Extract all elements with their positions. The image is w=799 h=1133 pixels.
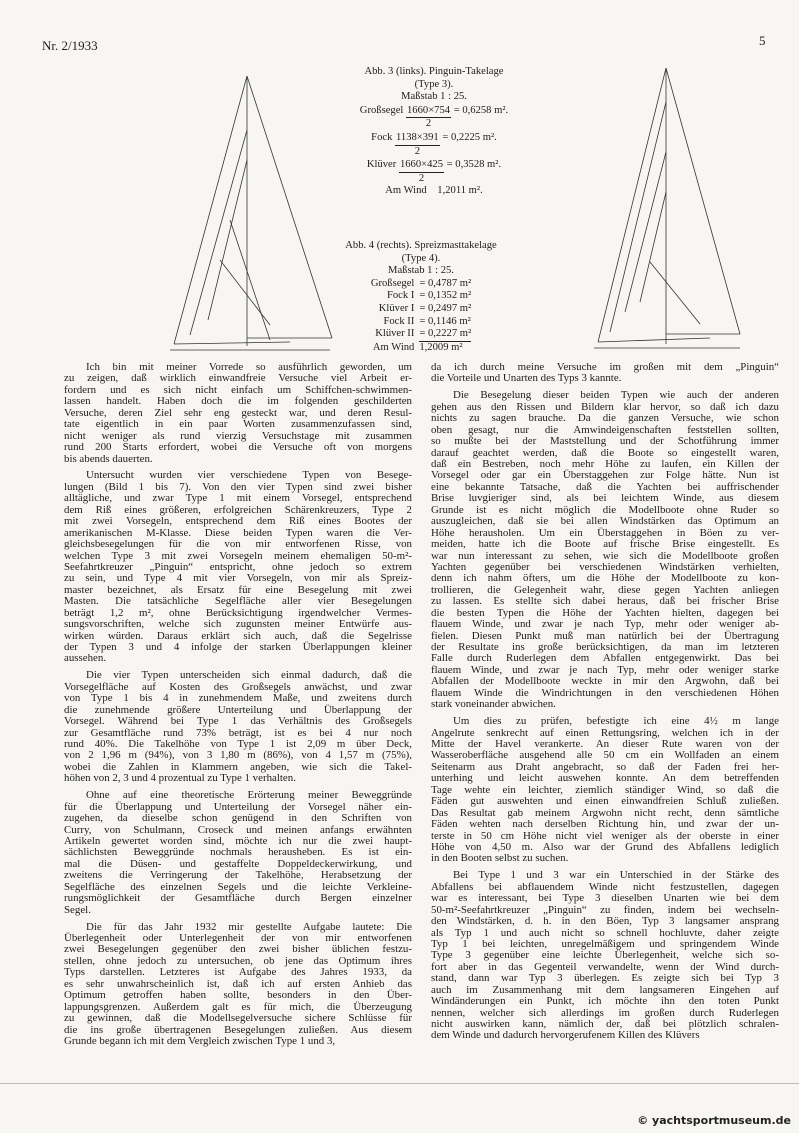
formula-result: = 0,2225 m². xyxy=(442,131,497,143)
text-line: wirken würden. Daraus erklärt sich auch, daß die Segelrisse xyxy=(64,629,412,642)
area-value: = 0,1146 m² xyxy=(419,315,471,327)
text-line: Ohne auf eine theoretische Erörterung meiner Beweggründe xyxy=(86,789,412,802)
text-line: zu gewinnen, daß die Modellsegelversuche sichere Schlüsse für xyxy=(64,1012,412,1025)
text-line: als Typ 1 und auch nicht so schnell hochluvte, daher zeigte xyxy=(431,926,779,939)
text-line: der Resultate ins große berücksichtigen, da man im letzteren xyxy=(431,641,779,653)
area-value: = 0,1352 m² xyxy=(419,290,472,302)
text-line: trollieren, die Gelegenheit wahr, diese gegen Yachten anliegen xyxy=(431,583,779,596)
text-column-left xyxy=(64,362,412,1053)
fraction xyxy=(399,159,444,185)
text-line: die Vorteile und Unarten des Typs 3 kannte. xyxy=(431,372,622,385)
paragraph xyxy=(64,790,412,916)
area-formula-row xyxy=(336,159,532,185)
text-line: gleichsbesegelungen für die von mir entworfenen Risse, von xyxy=(64,538,412,551)
text-line: flauem Winde, und zwar je nach Typ, mehr oder weniger ab- xyxy=(431,618,779,631)
text-line: nennen, welcher sich allerdings im großen durch Ruderlegen xyxy=(431,1006,779,1019)
text-line: von Type 1 bis 4 in zunehmendem Maße, und zweitens durch xyxy=(64,692,412,705)
paragraph xyxy=(64,922,412,1048)
text-line: die ins große übertragenen Besegelungen zuließen. Aus diesem xyxy=(64,1023,412,1036)
text-line: rungsmöglichkeit der Gesamtfläche durch Bergen einzelner xyxy=(64,892,412,905)
bottom-rule xyxy=(0,1083,799,1084)
figure-3-type: (Type 3). xyxy=(414,78,454,90)
paragraph xyxy=(431,870,779,1042)
text-line: Um dies zu prüfen, befestigte ich eine 4½ m lange xyxy=(453,715,779,728)
text-line: Tage wehte ein leichter, ziemlich ständiger Wind, so daß die xyxy=(431,783,779,796)
total-label: Am Wind xyxy=(385,185,427,197)
text-line: Curry, von Schulmann, Croseck und meinen anfangs erwähnten xyxy=(64,823,412,836)
text-line: dem Riß eines größeren, erfolgreichen Schärenkreuzers, Type 2 xyxy=(64,503,412,516)
text-line: zugehen, da dieselbe schon genügend in den Schriften von xyxy=(64,812,412,825)
text-line: oben gesagt, nur die Amwindeigenschaften feststellen sollten, xyxy=(431,423,779,436)
text-line: tate eigentlich in ein paar Worten zusammenzufassen sind, xyxy=(64,418,412,431)
watermark: © yachtsportmuseum.de xyxy=(637,1114,791,1127)
text-line: Höhe von 4,50 m. Also war der Grund des Abfallens lediglich xyxy=(431,840,779,853)
text-line: Höhe herausholen. Um ein Überstaggehen in Böen zu ver- xyxy=(431,526,779,539)
area-label: Klüver I xyxy=(378,302,415,314)
text-line: war es interessant, bei Type 3 dieselben Unarten wie bei dem xyxy=(431,892,779,905)
text-line: stellen, ohne jedoch zu untersuchen, ob jene das Optimum ihres xyxy=(64,954,412,967)
text-line: alltägliche, und zwar Type 1 mit einem Vorsegel, entsprechend xyxy=(64,492,412,505)
figure-3-title: Abb. 3 (links). Pinguin-Takelage xyxy=(364,66,504,77)
figure-4-type: (Type 4). xyxy=(401,252,441,264)
text-line: Artikeln gewertet worden sind, möchte ich nur die zwei haupt- xyxy=(64,835,412,847)
paragraph xyxy=(431,390,779,710)
area-label: Fock II xyxy=(383,315,415,327)
fraction xyxy=(395,132,440,158)
text-line: dem Winde und dadurch hervorgerufenem Killen des Klüvers xyxy=(431,1029,700,1042)
figure-3-total xyxy=(336,185,532,198)
text-line: Angelrute senkrecht auf einen Rettungsring, welchen ich in der xyxy=(431,726,779,739)
text-line: meiden, hatte ich die Boote auf frische Brise eingestellt. Es xyxy=(431,538,779,551)
text-line: eine bekannte Tatsache, daß die Yachten bei auffrischender xyxy=(431,480,779,493)
text-line: Seefahrtkreuzer „Pinguin“ entspricht, ohne jedoch so extrem xyxy=(64,560,412,573)
paragraph xyxy=(431,716,779,865)
text-line: nichts zu sagen brauche. Da die ganzen Versuche, wie schon xyxy=(431,412,779,425)
text-line: zweitens die Verringerung der Takelhöhe, Herabsetzung der xyxy=(64,869,412,882)
text-line: Type 3 gegenüber eine leichte Überlegenheit, welche sich so- xyxy=(431,949,779,962)
text-line: Überlegenheit oder Unterlegenheit der von mir entworfenen xyxy=(64,932,412,944)
text-line: in den Booten selbst zu suchen. xyxy=(431,852,569,865)
fraction xyxy=(406,105,451,131)
text-line: darauf geachtet werden, daß die Boote so eingestellt waren, xyxy=(431,446,779,459)
text-line: daß ein Bestreben, noch mehr Höhe zu laufen, ein Killen der xyxy=(431,458,779,470)
text-line: rund 40%. Die Takelhöhe von Type 1 ist 2,09 m über Deck, xyxy=(64,738,412,750)
issue-number: Nr. 2/1933 xyxy=(42,38,98,53)
text-line: es sehr unwahrscheinlich ist, daß ich auf ersten Anhieb das xyxy=(64,977,412,990)
text-line: Mitte der Havel verankerte. An dieser Rute waren von der xyxy=(431,738,779,750)
area-formula-row xyxy=(336,132,532,158)
text-line: rund 200 Starts erfordert, wobei die Versuche oft von morgens xyxy=(64,441,412,454)
text-line: Windänderungen ein Punkt, ich möchte ihn den toten Punkt xyxy=(431,995,779,1008)
text-line: Vorsegel oder gar ein Überstaggehen zur Folge hätte. Nun ist xyxy=(431,469,779,482)
text-line: Typs darstellen. Letzteres ist Aufgabe des Jahres 1933, da xyxy=(64,966,412,979)
text-line: gehen aus den Rissen und Bildern klar hervor, so daß ich dazu xyxy=(431,400,779,413)
text-line: die besten Typen die Höhe der Yachten hielten, dagegen bei xyxy=(431,606,779,619)
text-line: zu zeigen, daß wirklich einwandfreie Versuche viel Arbeit er- xyxy=(64,372,412,385)
formula-label: Großsegel xyxy=(359,104,404,116)
text-line: Grunde ist es nicht möglich die Modellboote ohne Ruder so xyxy=(431,503,779,516)
text-line: auszugleichen, daß sie bei allen Windstärken das Optimum an xyxy=(431,515,779,528)
formula-result: = 0,6258 m². xyxy=(453,104,509,116)
text-line: auch im Zusammenhang mit dem langsameren Eingehen auf xyxy=(431,983,779,996)
sail-plan-type-3-diagram xyxy=(160,70,340,360)
figure-4-scale: Maßstab 1 : 25. xyxy=(388,265,454,277)
paragraph xyxy=(64,670,412,784)
text-line: amerikanischen M-Klasse. Diese beiden Typen waren die Ver- xyxy=(64,526,412,539)
text-line: Brise luvgieriger sind, als bei leichtem Winde, aus diesem xyxy=(431,492,779,505)
text-line: unterhing und leicht auswehen konnte. An dem betreffenden xyxy=(431,772,779,785)
text-line: Das Resultat gab meinem Argwohn nicht recht, denn sämtliche xyxy=(431,806,779,819)
text-line: mit zwei Vorsegeln, entsprechend dem Riß eines Bootes der xyxy=(64,515,412,528)
area-value: = 0,2497 m² xyxy=(419,302,472,314)
text-line: Masten. Die tatsächliche Segelfläche aller vier Besegelungen xyxy=(64,595,412,608)
text-line: Yachten gegenüber bei verschiedenen Windstärken verhielten, xyxy=(431,560,779,573)
text-line: flauem Winde, und zwar je nach Typ, mehr oder weniger starke xyxy=(431,663,779,676)
area-value: = 0,2227 m² xyxy=(419,328,471,342)
text-line: nicht weniger als rund vierzig Versuchstage mit zusammen xyxy=(64,429,412,442)
area-label: Klüver II xyxy=(375,328,415,340)
text-line: höhen von 2, 3 und 4 prozentual zu Type 1 verhalten. xyxy=(64,772,296,785)
figure-3-caption xyxy=(336,66,532,198)
denominator: 2 xyxy=(418,172,425,184)
text-line: für die Überlappung und Unterteilung der Vorsegel näher ein- xyxy=(64,800,412,813)
area-label: Fock I xyxy=(386,290,415,302)
text-line: bis abends dauerten. xyxy=(64,452,153,465)
text-line: Wasseroberfläche ausgehend alle 50 cm ein Wollfaden an einem xyxy=(431,749,779,762)
text-line: sächlichsten Beweggründe nochmals herausheben. Es ist ein- xyxy=(64,846,412,859)
text-line: stand, dann war Typ 3 überlegen. Es zeigte sich bei Typ 3 xyxy=(431,972,779,985)
text-line: war nun interessant zu sehen, wie sich die Modellboote großen xyxy=(431,549,779,562)
text-line: Ich bin mit meiner Vorrede so ausführlich geworden, um xyxy=(86,361,412,373)
formula-label: Klüver xyxy=(366,159,397,171)
total-label: Am Wind xyxy=(372,341,415,353)
text-line: lungen (Bild 1 bis 7). Von den vier Typen sind zwei bisher xyxy=(64,480,412,493)
text-line: Typ 1 bei leichten, unregelmäßigem und springendem Winde xyxy=(431,937,779,950)
text-line: Segel. xyxy=(64,903,91,916)
text-line: mal die Düsen- und gestaffelte Doppeldeckerwirkung, und xyxy=(64,857,412,870)
total-value: 1,2011 m². xyxy=(437,185,483,197)
text-line: beträgt 1,2 m², ohne Berücksichtigung irgendwelcher Vermes- xyxy=(64,606,412,619)
text-line: Grunde begann ich mit dem Vergleich zwischen Type 1 und 3, xyxy=(64,1034,336,1047)
text-line: 50-m²-Seefahrtkreuzer „Pinguin“ zu finden, indem bei wechseln- xyxy=(431,903,779,916)
text-line: der Typen 3 und 4 infolge der starken Überlappungen kleiner xyxy=(64,641,412,653)
text-line: Vorsegel. Während bei Type 1 das Verhältnis des Großsegels xyxy=(64,715,412,728)
text-line: Falle durch Ruderlegen dem Abfallen entgegenwirkt. Das bei xyxy=(431,652,779,665)
text-line: lassen handelt. Haben doch die im folgenden geschilderten xyxy=(64,395,412,408)
text-line: Bei Type 1 und 3 war ein Unterschied in der Stärke des xyxy=(453,869,779,882)
text-line: Die Besegelung dieser beiden Typen wie auch der anderen xyxy=(453,389,779,402)
figure-3-scale: Maßstab 1 : 25. xyxy=(401,91,467,103)
text-line: den Windstärken, d. h. in den Böen, Typ 3 langsamer ansprang xyxy=(431,915,779,928)
text-line: master bezeichnet, als Ersatz für eine Besegelung mit zwei xyxy=(64,583,412,596)
text-column-right xyxy=(431,362,779,1047)
numerator: 1660×754 xyxy=(406,105,451,119)
area-formula-row xyxy=(336,105,532,131)
text-line: Abfallens bei abflauendem Winde nicht festzustellen, dagegen xyxy=(431,880,779,893)
text-line: Abfallen der Modellboote weckte in mir den Argwohn, daß bei xyxy=(431,675,779,688)
text-line: flauem Winde die Windrichtungen in den verschiedenen Höhen xyxy=(431,686,779,699)
denominator: 2 xyxy=(425,118,432,130)
paragraph xyxy=(431,362,779,385)
formula-label: Fock xyxy=(371,131,393,143)
text-line: nicht auswirken kann, nämlich der, daß bei plötzlich schralen- xyxy=(431,1018,779,1030)
figure-4-title: Abb. 4 (rechts). Spreizmasttakelage xyxy=(345,240,497,251)
paragraph xyxy=(64,362,412,465)
text-line: sungsvorschriften, welche sich zugunsten meiner Entwürfe aus- xyxy=(64,618,412,631)
text-line: lappungsgrenzen. Außerdem galt es für mich, die Überzeugung xyxy=(64,1000,412,1013)
numerator: 1138×391 xyxy=(395,132,440,146)
denominator: 2 xyxy=(414,145,420,157)
text-line: stark voneinander abwichen. xyxy=(431,698,556,711)
text-line: da ich durch meine Versuche im großen mit dem „Pinguin“ xyxy=(431,361,779,373)
text-line: Segelfläche des einzelnen Segels und die leichte Verkleine- xyxy=(64,880,412,893)
total-value: 1,2009 m² xyxy=(419,341,463,353)
text-line: Fäden wehten nach derselben Richtung hin, und zwar der un- xyxy=(431,818,779,831)
paragraph xyxy=(64,470,412,664)
text-line: zu sein, und Type 4 mit vier Vorsegeln, von mir als Spreiz- xyxy=(64,572,412,585)
numerator: 1660×425 xyxy=(399,159,444,173)
text-line: Optimum getroffen haben sollte, besonders in den Über- xyxy=(64,989,412,1002)
text-line: Seitenarm aus Draht angebracht, so daß der Faden frei her- xyxy=(431,760,779,773)
page-number: 5 xyxy=(759,33,766,48)
figure-4-table xyxy=(371,278,471,355)
text-line: fordern und es sich nicht einfach um Schiffchen-schwimmen- xyxy=(64,383,412,396)
area-value: = 0,4787 m² xyxy=(419,277,472,289)
text-line: Vorsegelfläche auf Kosten des Großsegels anwächst, und zwar xyxy=(64,680,412,693)
text-line: denn ich nahm öfters, um die Höhe der Modellboote zu kon- xyxy=(431,572,779,585)
text-line: welchen Type 3 mit zwei Vorsegeln meinem ehemaligen 50-m²- xyxy=(64,549,412,562)
text-line: zur Gesamtfläche rund 73% beträgt, ist es bei 4 nur noch xyxy=(64,726,412,739)
text-line: Versuche, deren Ziel sehr eng gesteckt war, und deren Resul- xyxy=(64,406,412,419)
text-line: zu lassen. Es stellte sich dabei heraus, daß bei frischer Brise xyxy=(431,595,779,608)
text-line: wobei die Zahlen in Klammern angeben, wie sich die Takel- xyxy=(64,760,412,773)
text-line: die zunehmende größere Unterteilung und Überlappung der xyxy=(64,703,412,716)
text-line: so mußte bei der Maststellung und der Schotführung immer xyxy=(431,435,779,448)
sail-plan-type-4-diagram xyxy=(590,62,750,357)
text-line: Untersucht wurden vier verschiedene Typen von Besege- xyxy=(86,469,412,482)
text-line: fielen. Diesen Punkt muß man natürlich bei der Übertragung xyxy=(431,629,779,642)
formula-result: = 0,3528 m². xyxy=(446,159,502,171)
figure-4-caption xyxy=(330,240,512,354)
text-line: aussehen. xyxy=(64,652,107,665)
text-line: fort aber in das Gegenteil verwandelte, wenn der Wind durch- xyxy=(431,960,779,973)
text-line: terste in 50 cm Höhe nicht viel weniger als der oberste in einer xyxy=(431,829,779,842)
text-line: Die vier Typen unterscheiden sich einmal dadurch, daß die xyxy=(86,669,412,682)
area-label: Großsegel xyxy=(370,277,415,289)
text-line: zwei Besegelungen gegenüber den zwei bisher üblichen festzu- xyxy=(64,943,412,956)
text-line: von 2 1,96 m (94%), von 3 1,80 m (86%), von 4 1,57 m (75%), xyxy=(64,749,412,762)
text-line: Die für das Jahr 1932 mir gestellte Aufgabe lautete: Die xyxy=(86,920,412,933)
text-line: Fäden gut auswehten und einen einwandfreien Schluß zuließen. xyxy=(431,795,779,808)
